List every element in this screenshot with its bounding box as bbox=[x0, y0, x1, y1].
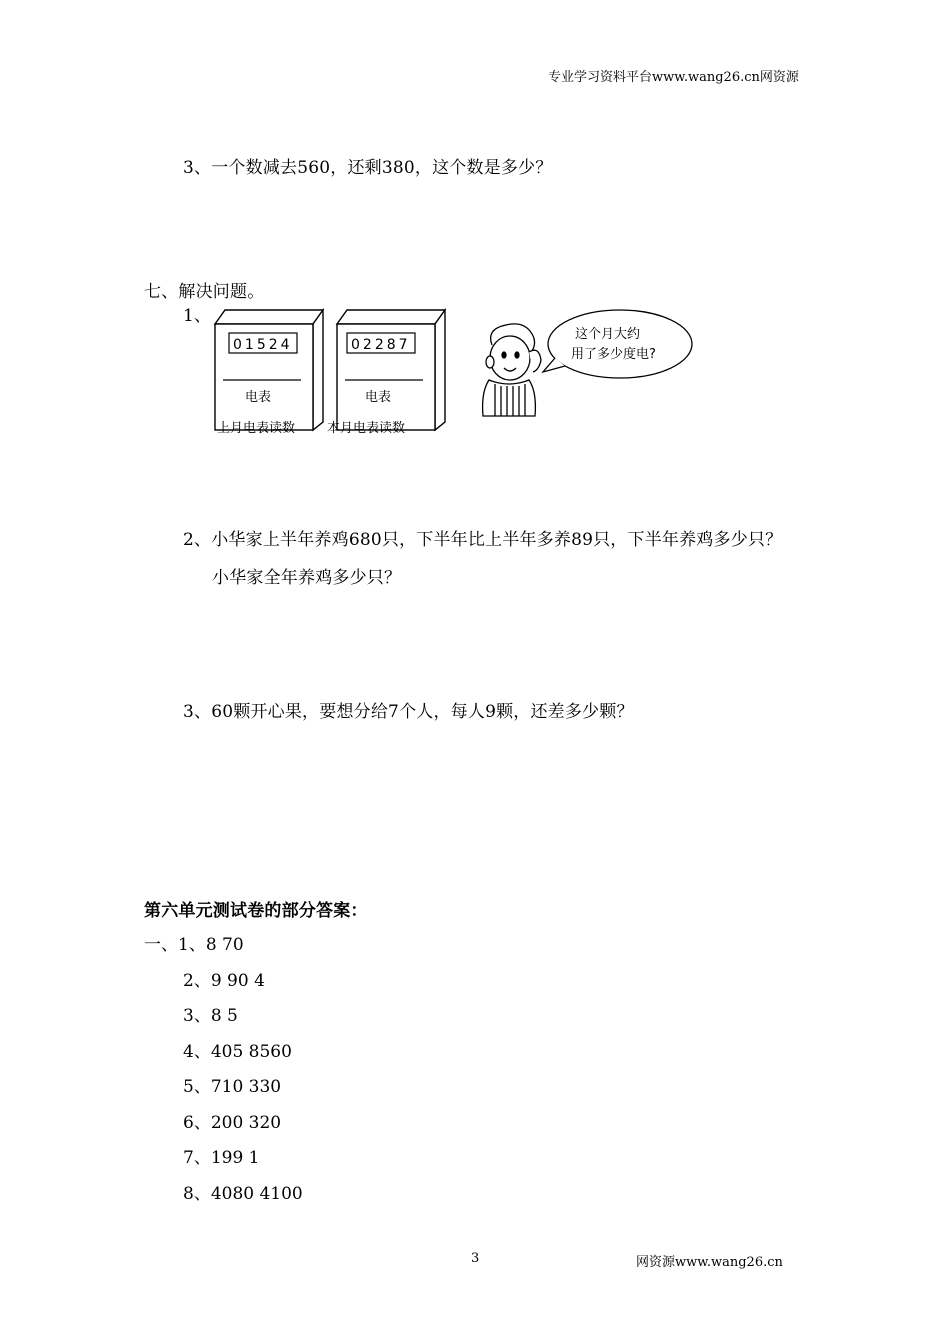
question-7-2-line2: 小华家全年养鸡多少只？ bbox=[212, 568, 402, 588]
caption-this-month: 本月电表读数 bbox=[327, 421, 406, 436]
caption-last-month: 上月电表读数 bbox=[217, 421, 296, 436]
page-number: 3 bbox=[471, 1251, 480, 1266]
answer-line: 4、405 8560 bbox=[183, 1042, 292, 1062]
answer-line: 6、200 320 bbox=[183, 1113, 282, 1133]
meter-this-label: 电表 bbox=[365, 390, 392, 405]
answer-line: 7、199 1 bbox=[183, 1148, 260, 1168]
question-7-1-label: 1、 bbox=[183, 306, 212, 326]
speech-line-2: 用了多少度电? bbox=[571, 347, 656, 362]
page-header: 专业学习资料平台www.wang26.cn网资源 bbox=[548, 70, 799, 85]
answer-line: 5、710 330 bbox=[183, 1077, 282, 1097]
answer-line: 8、4080 4100 bbox=[183, 1184, 303, 1204]
answers-title: 第六单元测试卷的部分答案： bbox=[144, 901, 368, 921]
answer-line: 2、9 90 4 bbox=[183, 971, 265, 991]
answer-line: 3、8 5 bbox=[183, 1006, 238, 1026]
question-7-3: 3、60颗开心果，要想分给7个人，每人9颗，还差多少颗？ bbox=[183, 702, 634, 722]
meter-last-label: 电表 bbox=[245, 390, 272, 405]
meter-this-reading: 02287 bbox=[351, 337, 411, 353]
meter-this-month bbox=[337, 310, 445, 430]
page-footer: 网资源www.wang26.cn bbox=[636, 1255, 783, 1270]
speech-line-1: 这个月大约 bbox=[575, 327, 641, 342]
meter-last-reading: 01524 bbox=[233, 337, 293, 353]
boy-illustration bbox=[483, 324, 541, 416]
answer-line: 一、1、8 70 bbox=[144, 935, 244, 955]
meter-last-month bbox=[215, 310, 323, 430]
question-7-2-line1: 2、小华家上半年养鸡680只，下半年比上半年多养89只，下半年养鸡多少只？ bbox=[183, 530, 783, 550]
question-6-3: 3、一个数减去560，还剩380，这个数是多少？ bbox=[183, 158, 553, 178]
speech-bubble bbox=[543, 310, 692, 378]
electricity-meter-figure bbox=[205, 300, 725, 450]
section-title-7: 七、解决问题。 bbox=[144, 282, 265, 302]
